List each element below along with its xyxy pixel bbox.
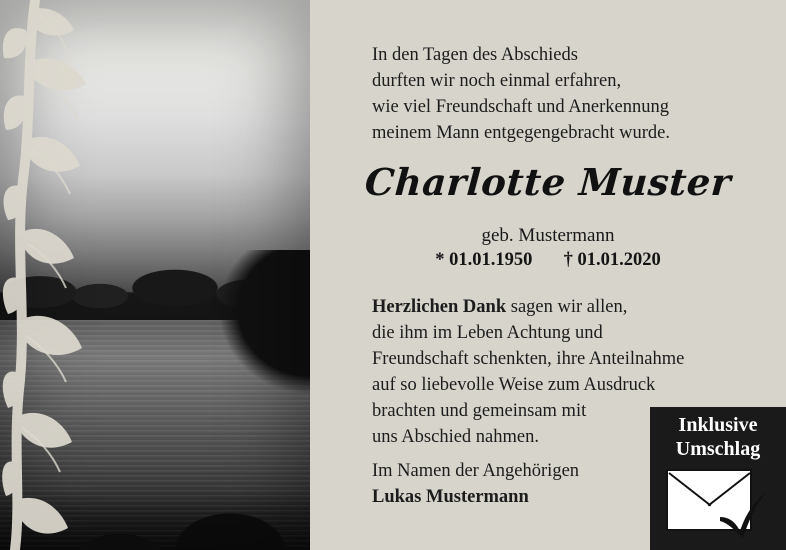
badge-line-1: Inklusive (678, 414, 758, 436)
thanks-lead: Herzlichen Dank (372, 297, 507, 317)
badge-artwork (666, 469, 770, 541)
verse-line: In den Tagen des Abschieds (372, 45, 578, 65)
thanks-line: Freundschaft schenkten, ihre Anteilnahme (372, 349, 685, 369)
verse-line: durften wir noch einmal erfahren, (372, 71, 622, 91)
deceased-name: Charlotte Muster (363, 160, 733, 204)
thanks-line: die ihm im Leben Achtung und (372, 323, 603, 343)
envelope-flap-left (668, 472, 711, 506)
death-date: † 01.01.2020 (563, 250, 661, 270)
thanks-line: auf so liebevolle Weise zum Ausdruck (372, 375, 656, 395)
thanks-line: uns Abschied nahmen. (372, 427, 539, 447)
status-badge (650, 407, 786, 550)
reeds-silhouette (0, 400, 310, 550)
birth-date: * 01.01.1950 (435, 250, 533, 270)
closing-line: Im Namen der Angehörigen (372, 461, 580, 481)
life-dates (310, 250, 786, 271)
verse-block (372, 42, 772, 146)
lake-at-dusk-photo (0, 0, 310, 550)
badge-line-2: Umschlag (675, 438, 761, 460)
check-mark-icon (716, 491, 768, 543)
thanks-first-line (372, 294, 782, 320)
maiden-name: geb. Mustermann (481, 225, 615, 246)
thanks-line: sagen wir allen, (506, 297, 628, 317)
verse-line: meinem Mann entgegengebracht wurde. (372, 123, 670, 143)
signature-name: Lukas Mustermann (372, 487, 529, 507)
verse-line: wie viel Freundschaft und Anerkennung (372, 97, 669, 117)
thanks-line: brachten und gemeinsam mit (372, 401, 587, 421)
